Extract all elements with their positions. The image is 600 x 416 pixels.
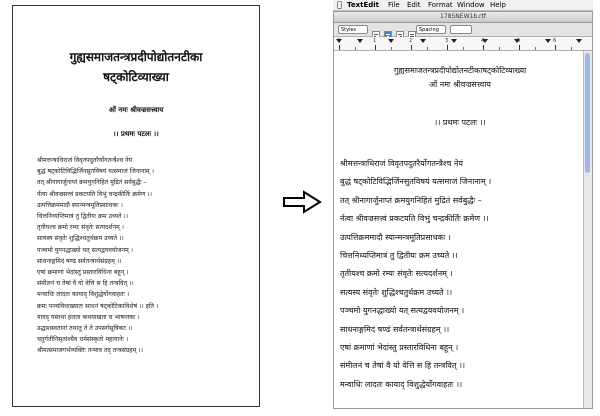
scanned-line: सत्यस्य संवृतेः शुद्धिश्चतुर्थक्रम उच्यते ।।: [37, 235, 124, 243]
textedit-window: [333, 11, 593, 409]
document-line[interactable]: बुद्धं षट्कोटिविद्भिर्जिनसुतविषयं यत्समाजं जिनानाम् ।: [340, 177, 492, 187]
title-bar[interactable]: [334, 12, 592, 23]
scanned-line: पञ्चमो युगनद्धाख्यो यत् सत्यद्वयवयोजनम् ।: [37, 246, 134, 254]
tab-stop-icon[interactable]: [420, 39, 426, 43]
styles-dropdown[interactable]: Styles: [338, 25, 368, 34]
alignment-group: [372, 25, 415, 34]
document-line[interactable]: र्नत्वा श्रीवज्रसत्त्वं प्रकटयति विभुं चन्द्रकीर्तिः क्रमेण ।।: [340, 214, 489, 224]
ruler-number: 6: [553, 38, 557, 44]
scanned-line: साधनाङ्गमिदं षण्ढं सर्वतन्त्रार्थसंग्रहम् ।।: [37, 257, 122, 265]
menu-file[interactable]: File: [388, 1, 400, 9]
document-text-area[interactable]: [334, 51, 586, 408]
scanned-title: गुह्यसमाजतन्त्रप्रदीपोद्योतनटीका: [69, 50, 203, 64]
document-line[interactable]: मन्वाधिः लादतः कायाद् विशुद्धेर्योगवाहतः ।।: [340, 379, 463, 389]
document-line[interactable]: सत्यस्य संवृतेः शुद्धिश्चतुर्थक्रम उच्यते ।।: [340, 287, 453, 297]
tab-stop-icon[interactable]: [388, 39, 394, 43]
tab-stop-icon[interactable]: [545, 39, 551, 43]
scanned-line: चित्तनिध्यप्तिमात्रं तु द्वितीयः क्रम उच्यते ।।: [37, 213, 129, 221]
scanned-line: मन्वाधिः लादतः कायाद् विशुद्धेर्योगवाहतः ।: [37, 291, 130, 299]
document-line[interactable]: श्रीमत्तन्त्राधिराजं विवृतपदुतरैर्योगतन्त्रैश्च नेयं: [340, 159, 463, 168]
menu-edit[interactable]: Edit: [407, 1, 421, 9]
menu-textedit[interactable]: TextEdit: [347, 1, 379, 9]
scanned-line: तृतीयश्च क्रमो रम्यः संवृतेः सत्यदर्शनम् ।: [37, 224, 125, 232]
tab-stop-icon[interactable]: [576, 39, 582, 43]
ruler-number: 2: [409, 38, 413, 44]
ruler-number: 3: [445, 38, 449, 44]
scanned-line: उत्पत्तिक्रममादौ स्यान्मन्त्रमूतिप्रसाधकः ।: [37, 201, 123, 209]
tab-stop-icon[interactable]: [357, 39, 363, 43]
scanned-chapter-heading: ।। प्रथमः पटलः ।।: [113, 130, 159, 138]
scanned-verses: [37, 155, 247, 357]
scanned-line: बुद्धं षट्कोटिविद्भिर्जिनसुतविषयं यत्समाजं जिनानाम् ।: [37, 168, 154, 176]
scanned-line: श्रीमत्समाजगर्भव्यक्तिः तन्मात्र तद् तन्त्रसंग्रहम् ।।: [37, 347, 143, 355]
vertical-scrollbar[interactable]: [583, 51, 592, 408]
document-line[interactable]: तत् श्रीनागार्जुनाप्तं क्रमयुगनिहितं मुद्रितं सर्वबुद्धैः –: [340, 195, 482, 205]
document-line[interactable]: पञ्चमो युगनद्धाख्यो यत् सत्यद्वयवयोजनम् ।: [340, 306, 465, 316]
ruler[interactable]: [334, 37, 592, 51]
scanned-subtitle: षट्कोटिव्याख्या: [103, 70, 169, 84]
ruler-number: 1: [373, 38, 377, 44]
format-bar: [334, 23, 592, 37]
scanned-page: [12, 5, 260, 407]
document-invocation[interactable]: ओं नमः श्रीवज्रसत्त्वाय: [429, 80, 491, 89]
scanned-line: उद्धाशस्वतानां तथातु ते ते उपसर्गसूत्रिकाः ।।: [37, 325, 133, 333]
scroll-thumb[interactable]: [585, 53, 590, 173]
scanned-line: यावद् यस्तथा हलता कथयाखता च भाषन्तकः ।: [37, 313, 140, 321]
document-line[interactable]: चित्तनिध्यप्तिमात्रं तु द्वितीयः क्रम उच्यते ।।: [340, 251, 458, 261]
menu-window[interactable]: Window: [457, 1, 485, 9]
menu-help[interactable]: Help: [490, 1, 506, 9]
document-chapter-heading[interactable]: ।। प्रथमः पटलः ।।: [434, 118, 486, 127]
ruler-number: 4: [481, 38, 485, 44]
scanned-line: तत् श्रीनागार्जुनाप्तं क्रमयुगनिहितं मुद्रितं सर्वबुद्धैः –: [37, 179, 147, 187]
scanned-line: र्नत्वा श्रीवज्रसत्त्वं प्रकटयति विभुं चन्द्रकीर्तिः क्रमेण ।।: [37, 190, 152, 198]
document-line[interactable]: साधनाङ्गमिदं षण्ढं सर्वतन्त्रार्थसंग्रहम् ।।: [340, 324, 450, 334]
scanned-invocation: ओं नमः श्रीवज्रसत्त्वाय: [108, 106, 164, 114]
document-line[interactable]: एषां क्रमाणां भेदांस्तु प्रस्तारविधिना बहून् ।: [340, 343, 459, 353]
document-line[interactable]: संमीलनं च तेषां वै यो वेत्ति स हि तन्त्रवित् ।।: [340, 361, 466, 371]
menu-bar: [333, 0, 593, 11]
spacing-dropdown[interactable]: Spacing: [416, 25, 446, 34]
menu-format[interactable]: Format: [428, 1, 453, 9]
document-verses[interactable]: [340, 155, 584, 394]
scanned-line: संमीलनं च तेषां वै यो वेत्ति स हि तन्त्रवित् ।।: [37, 280, 134, 288]
scanned-line: एषां क्रमाणां भेदांस्तु प्रस्तारविधिना बहून् ।: [37, 269, 129, 277]
apple-menu-icon[interactable]: [337, 0, 342, 9]
document-line[interactable]: तृतीयश्च क्रमो रम्यः संवृतेः सत्यदर्शनम् ।: [340, 269, 453, 279]
right-arrow-icon: [282, 190, 322, 214]
ruler-number: 0: [337, 38, 341, 44]
document-title[interactable]: गुह्यसमाजतन्त्रप्रदीपोद्योतनटीकाषट्कोटिव्याख्या: [393, 66, 527, 75]
scanned-line: चतुर्गतीनिसृतांश्चैव धर्मसंस्कृतो महायानेः ।: [37, 336, 129, 344]
list-dropdown[interactable]: [450, 25, 472, 34]
document-line[interactable]: उत्पत्तिक्रममादौ स्यान्मन्त्रमूतिप्रसाधकः ।: [340, 232, 451, 242]
scanned-line: श्रीमत्तन्त्राधिराजं विवृतपदुतरैर्योगतन्त्रैश्च नेयं: [37, 157, 133, 164]
tab-stop-icon[interactable]: [451, 39, 457, 43]
ruler-number: 5: [517, 38, 521, 44]
scanned-line: क्रमः पञ्चविधाख्यातः साधनं षट्कोटिकाविशेषं ।। इति ।: [37, 302, 159, 310]
window-title: 1785NEW1b.rtf: [440, 13, 486, 20]
